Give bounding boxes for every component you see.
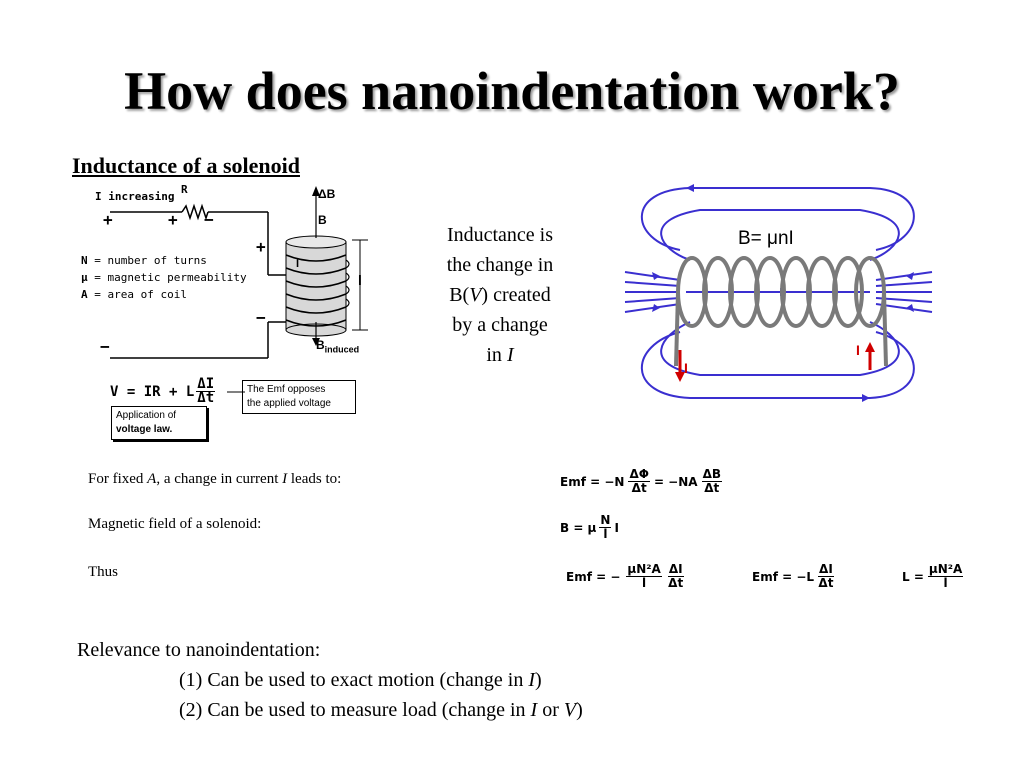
relevance-section <box>77 635 583 725</box>
minus-mid: − <box>204 210 214 229</box>
section-heading: Inductance of a solenoid <box>72 153 300 178</box>
i-increasing-label: I increasing <box>95 190 175 203</box>
slide-title: How does nanoindentation work? <box>124 61 900 121</box>
legend-item: μ = magnetic permeability <box>81 271 247 284</box>
emf-equation-2: Emf = − $\frac{\text{μN²A}}{l}$ $\frac{\Delta I}{\Delta t}$ <box>566 562 684 590</box>
field-statement: Magnetic field of a solenoid: <box>88 516 262 532</box>
coil-plus: + <box>256 237 266 256</box>
length-label: l <box>358 272 362 288</box>
field-formula: B= μnI <box>738 228 794 249</box>
current-label-left: I <box>684 360 688 376</box>
coil-turns <box>676 258 886 366</box>
b-induced-label: $B_{induced}$ <box>316 338 360 355</box>
solenoid-field-diagram <box>620 180 936 410</box>
plus-left: + <box>103 210 113 229</box>
legend-item: A = area of coil <box>81 288 187 301</box>
current-label: I <box>296 258 300 270</box>
emf-equation-1: Emf = −N $\frac{\Delta\Phi}{\Delta t}$ = −NA $\frac{\Delta B}{\Delta t}$ <box>560 467 721 495</box>
application-note-box: Application of voltage law. <box>111 406 207 440</box>
thus-statement: Thus <box>88 564 118 580</box>
relevance-item: (2) Can be used to measure load (change in I or V) <box>179 699 583 721</box>
relevance-item: (1) Can be used to exact motion (change in I) <box>179 669 542 691</box>
coil-icon <box>286 236 349 336</box>
variable-legend <box>81 252 247 303</box>
b-label: B <box>318 213 327 227</box>
coil-minus: − <box>256 308 266 327</box>
delta-b-label: ΔB <box>318 187 336 201</box>
inductance-description: Inductance is the change in B(V) created by a change in I <box>446 224 554 366</box>
emf-note-box: The Emf opposes the applied voltage <box>242 380 356 414</box>
minus-bottom: − <box>100 337 110 356</box>
current-label-right: I <box>856 342 860 358</box>
plus-mid: + <box>168 210 178 229</box>
inductance-equation: L = $\frac{\text{μN²A}}{l}$ <box>902 562 963 590</box>
resistor-label: R <box>181 183 188 196</box>
b-field-equation: B = μ $\frac{N}{l}$ I <box>560 513 619 541</box>
relevance-heading: Relevance to nanoindentation: <box>77 639 321 661</box>
fixed-area-statement: For fixed A, a change in current I leads to: <box>88 471 342 487</box>
legend-item: N = number of turns <box>81 254 207 267</box>
voltage-equation: V = IR + L $\frac{\Delta I}{\Delta t}$ <box>110 376 215 406</box>
emf-equation-3: Emf = −L $\frac{\Delta I}{\Delta t}$ <box>752 562 834 590</box>
